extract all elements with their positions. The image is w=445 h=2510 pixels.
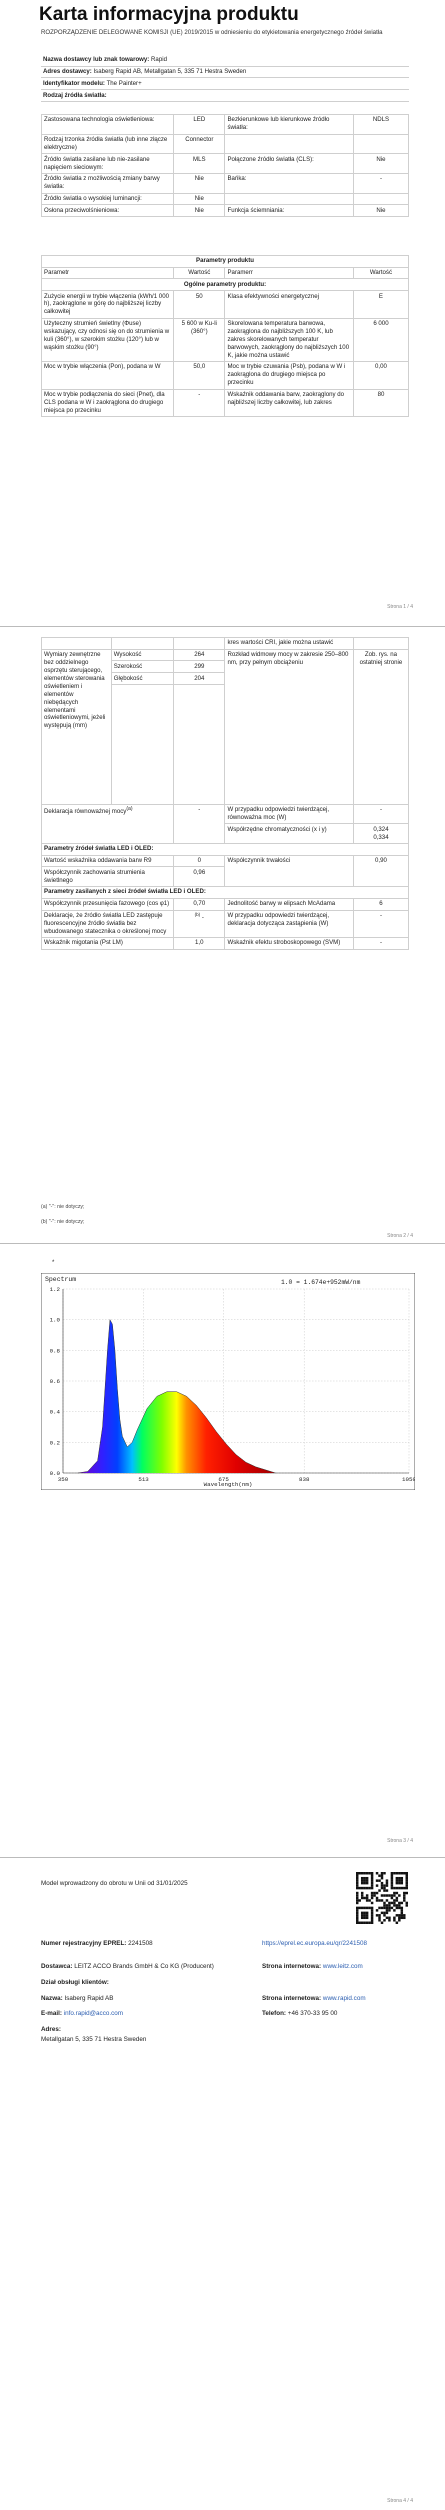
spectrum-chart-svg (41, 1273, 415, 1490)
dim-label: Głębokość (111, 673, 173, 685)
param-label: Zużycie energii w trybie włączenia (kWh/1 000 h), zaokrąglone w górę do najbliższej liczby całkowitej (42, 291, 174, 319)
param-label: Funkcja ściemniania: (225, 205, 353, 217)
table-row (42, 205, 409, 217)
y-tick-label: 0.8 (49, 1347, 60, 1355)
page-number: Strona 4 / 4 (387, 2498, 413, 2504)
x-tick-label: 1050 (402, 1476, 415, 1483)
dim-value: 204 (174, 673, 225, 685)
page-number: Strona 2 / 4 (387, 1233, 413, 1239)
x-tick-label: 513 (138, 1476, 149, 1483)
chart-scale-note: 1.0 = 1.674e+952mW/nm (281, 1279, 361, 1286)
fluorescent-replacement-value: - (201, 913, 204, 921)
param-label: Użyteczny strumień świetlny (Φuse) wskazujący, czy odnosi się on do strumienia w kuli (360°), w szerokim stożku (120°) lub w wąskim stożku (90°) (42, 318, 174, 361)
cs-phone-value: +46 370-33 95 00 (287, 2010, 338, 2017)
website-label: Strona internetowa: (262, 1963, 322, 1970)
param-label: Źródło światła o wysokiej luminancji: (42, 193, 174, 205)
x-tick-label: 675 (218, 1476, 229, 1483)
qr-code-icon (356, 1872, 408, 1924)
param-label: Połączone źródło światła (CLS): (225, 154, 353, 174)
eprel-value: 2241508 (128, 1940, 153, 1947)
param-value: LED (174, 115, 225, 135)
table-row (42, 115, 409, 135)
y-tick-label: 1.2 (49, 1286, 60, 1293)
cs-name-value: Isaberg Rapid AB (64, 1995, 114, 2002)
footnote: (b) "-": nie dotyczy; (41, 1219, 85, 1225)
param-value: 0,00 (353, 362, 408, 390)
distributor-label: Dostawca: (41, 1963, 73, 1970)
param-value: 50,0 (174, 362, 225, 390)
cs-website-label: Strona internetowa: (262, 1995, 322, 2002)
dim-label: Wysokość (111, 649, 173, 661)
supplier-address-label: Adres dostawcy: (43, 68, 92, 76)
table-row (42, 362, 409, 390)
parameters-table-continued (41, 637, 409, 950)
param-label: Moc w trybie czuwania (Psb), podana w W i zaokrąglona do drugiego miejsca po przecinku (225, 362, 353, 390)
param-label (225, 134, 353, 154)
lumen-maintenance-value: 0,96 (174, 867, 225, 887)
table-row (42, 173, 409, 193)
parameters-table (41, 255, 409, 417)
x-axis-label: Wavelength(nm) (203, 1481, 253, 1488)
r9-value: 0 (174, 855, 225, 867)
param-label: Rodzaj trzonka źródła światła (lub inne złącze elektryczne) (42, 134, 174, 154)
stroboscopic-value: - (353, 938, 408, 950)
page-separator (0, 626, 445, 627)
cs-name-label: Nazwa: (41, 1995, 63, 2002)
spectral-label: Rozkład widmowy mocy w zakresie 250–800 nm, przy pełnym obciążeniu (225, 649, 353, 804)
eprel-link[interactable]: https://eprel.ec.europa.eu/qr/2241508 (262, 1940, 368, 1947)
param-value: Nie (353, 205, 408, 217)
table-row (42, 154, 409, 174)
outer-dims-label: Wymiary zewnętrzne bez oddzielnego osprzętu sterującego, elementów sterowania oświetleniem i elementów niebędących elementami oświetleniowymi, jeżeli występują (mm) (42, 649, 112, 804)
equiv-power-label: W przypadku odpowiedzi twierdzącej, równoważna moc (W) (225, 804, 353, 824)
source-type-heading: Rodzaj źródła światła: (41, 90, 409, 102)
flicker-value: 1,0 (174, 938, 225, 950)
param-label: Moc w trybie podłączenia do sieci (Pnet), dla CLS podana w W i zaokrąglona do drugiego miejsca po przecinku (42, 389, 174, 417)
stroboscopic-label: Wskaźnik efektu stroboskopowego (SVM) (225, 938, 353, 950)
param-value: - (174, 389, 225, 417)
cri-range-text: kres wartości CRI, jakie można ustawić (225, 638, 353, 650)
model-label: Identyfikator modelu: (43, 79, 105, 87)
col-param: Parametr (42, 267, 174, 279)
chart-label: Spectrum (45, 1276, 77, 1283)
param-value: E (353, 291, 408, 319)
supplier-address: Isaberg Rapid AB, Metallgatan 5, 335 71 Hestra Sweden (93, 68, 247, 76)
params-heading: Parametry produktu (42, 256, 409, 268)
param-value: Nie (174, 173, 225, 193)
equiv-power-value: - (353, 804, 408, 824)
page-separator (0, 1857, 445, 1858)
param-label: Wskaźnik oddawania barw, zaokrąglony do najbliższej liczby całkowitej, lub zakres (225, 389, 353, 417)
param-label: Bańka: (225, 173, 353, 193)
chromaticity-label: Współrzędne chromatyczności (x i y) (225, 824, 353, 844)
color-consistency-value: 6 (353, 898, 408, 910)
table-row (42, 318, 409, 361)
cos-phi-value: 0,70 (174, 898, 225, 910)
cs-email-link[interactable]: info.rapid@acco.com (63, 2010, 123, 2017)
supplier-info (41, 55, 409, 102)
equiv-footnote-ref: (a) (126, 806, 133, 813)
general-heading: Ogólne parametry produktu: (42, 279, 409, 291)
fluorescent-replacement-label: Deklaracje, że źródło światła LED zastępuje fluorescencyjne źródło światła bez wbudowanego statecznika o określonej mocy (44, 911, 167, 935)
page-number: Strona 1 / 4 (387, 604, 413, 610)
lumen-maintenance-label: Współczynnik zachowania strumienia świetlnego (42, 867, 174, 887)
param-value: Connector (174, 134, 225, 154)
distributor-value: LEITZ ACCO Brands GmbH & Co KG (Producent) (74, 1963, 214, 1970)
col-param2: Paramerr (225, 267, 353, 279)
market-date: Model wprowadzony do obrotu w Unii od 31/01/2025 (41, 1880, 188, 1887)
chromaticity-y: 0,334 (373, 833, 389, 841)
mains-heading: Parametry zasilanych z sieci źródeł światła LED i OLED: (42, 887, 409, 899)
led-heading: Parametry źródeł światła LED i OLED: (42, 844, 409, 856)
param-label: Źródło światła zasilane lub nie-zasilane napięciem sieciowym: (42, 154, 174, 174)
y-tick-label: 0.4 (49, 1408, 60, 1416)
col-value: Wartość (174, 267, 225, 279)
y-tick-label: 1.0 (49, 1316, 60, 1324)
x-tick-label: 350 (57, 1476, 69, 1483)
x-tick-label: 838 (298, 1476, 310, 1483)
table-row (42, 291, 409, 319)
cs-email-label: E-mail: (41, 2010, 62, 2017)
equiv-value: - (174, 804, 225, 843)
chromaticity-x: 0,324 (373, 825, 389, 833)
eprel-label: Numer rejestracyjny EPREL: (41, 1940, 127, 1947)
cs-phone-label: Telefon: (262, 2010, 287, 2017)
col-value2: Wartość (353, 267, 408, 279)
param-label (225, 193, 353, 205)
spectral-value: Zob. rys. na ostatniej stronie (353, 649, 408, 804)
dim-label: Szerokość (111, 661, 173, 673)
page-3 (0, 1250, 445, 1848)
supplier-name: Rapid (151, 56, 167, 64)
cs-website-link[interactable]: www.rapid.com (322, 1995, 366, 2002)
r9-label: Wartość wskaźnika oddawania barw R9 (42, 855, 174, 867)
page-1 (0, 0, 445, 616)
param-label: Źródło światła z możliwością zmiany barwy światła: (42, 173, 174, 193)
cos-phi-label: Współczynnik przesunięcia fazowego (cos φ1) (42, 898, 174, 910)
spectrum-chart (41, 1273, 415, 1490)
page-title: Karta informacyjna produktu (39, 4, 299, 25)
param-value: 80 (353, 389, 408, 417)
param-value: MLS (174, 154, 225, 174)
fluorescent-footnote-ref: (b) (194, 911, 201, 917)
param-value (353, 134, 408, 154)
table-row (42, 134, 409, 154)
param-value: 50 (174, 291, 225, 319)
param-value: Nie (174, 193, 225, 205)
equiv-label: Deklaracja równoważnej mocy (44, 808, 127, 816)
footnote: (a) "-": nie dotyczy; (41, 1204, 85, 1210)
param-label: Klasa efektywności energetycznej (225, 291, 353, 319)
y-tick-label: 0.6 (49, 1378, 60, 1385)
dim-value: 299 (174, 661, 225, 673)
param-value (353, 193, 408, 205)
page-number: Strona 3 / 4 (387, 1838, 413, 1844)
param-value: Nie (353, 154, 408, 174)
page-4 (0, 1864, 445, 2510)
table-row (42, 389, 409, 417)
flicker-label: Wskaźnik migotania (Pst LM) (42, 938, 174, 950)
param-label: Zastosowana technologia oświetleniowa: (42, 115, 174, 135)
y-tick-label: 0.0 (49, 1470, 60, 1477)
dim-value: 264 (174, 649, 225, 661)
supplier-name-label: Nazwa dostawcy lub znak towarowy: (43, 56, 150, 64)
color-consistency-label: Jednolitość barwy w elipsach McAdama (225, 898, 353, 910)
replacement-claim-value: - (353, 910, 408, 938)
cs-address-value: Metallgatan 5, 335 71 Hestra Sweden (41, 2036, 147, 2043)
model-id: The Painter+ (106, 79, 142, 87)
source-type-table (41, 114, 409, 217)
customer-service-heading: Dział obsługi klientów: (41, 1979, 109, 1986)
param-value: NDLS (353, 115, 408, 135)
param-value: Nie (174, 205, 225, 217)
page-separator (0, 1243, 445, 1244)
param-value: 5 600 w Ku-li (360°) (174, 318, 225, 361)
param-label: Moc w trybie włączenia (Pon), podana w W (42, 362, 174, 390)
cs-address-label: Adres: (41, 2026, 61, 2033)
page-2 (0, 637, 445, 1237)
param-label: Osłona przeciwolśnieniowa: (42, 205, 174, 217)
survival-factor-label: Współczynnik trwałości (225, 855, 353, 886)
survival-factor-value: 0,90 (353, 855, 408, 886)
param-value: - (353, 173, 408, 193)
table-row (42, 193, 409, 205)
y-tick-label: 0.2 (49, 1439, 60, 1447)
param-value: 6 000 (353, 318, 408, 361)
regulation-text: ROZPORZĄDZENIE DELEGOWANE KOMISJI (UE) 2019/2015 w odniesieniu do etykietowania energetycznego źródeł światła (41, 29, 383, 36)
marker-star: * (52, 1260, 55, 1266)
website-link[interactable]: www.leitz.com (322, 1963, 363, 1970)
replacement-claim-label: W przypadku odpowiedzi twierdzącej, deklaracja dotycząca zastąpienia (W) (225, 910, 353, 938)
param-label: Bezkierunkowe lub kierunkowe źródło światła: (225, 115, 353, 135)
param-label: Skorelowana temperatura barwowa, zaokrąglona do najbliższych 100 K, lub zakres skorelowanych temperatur barwowych, zaokrąglony do najbliższych 100 K, jakie można ustawić (225, 318, 353, 361)
